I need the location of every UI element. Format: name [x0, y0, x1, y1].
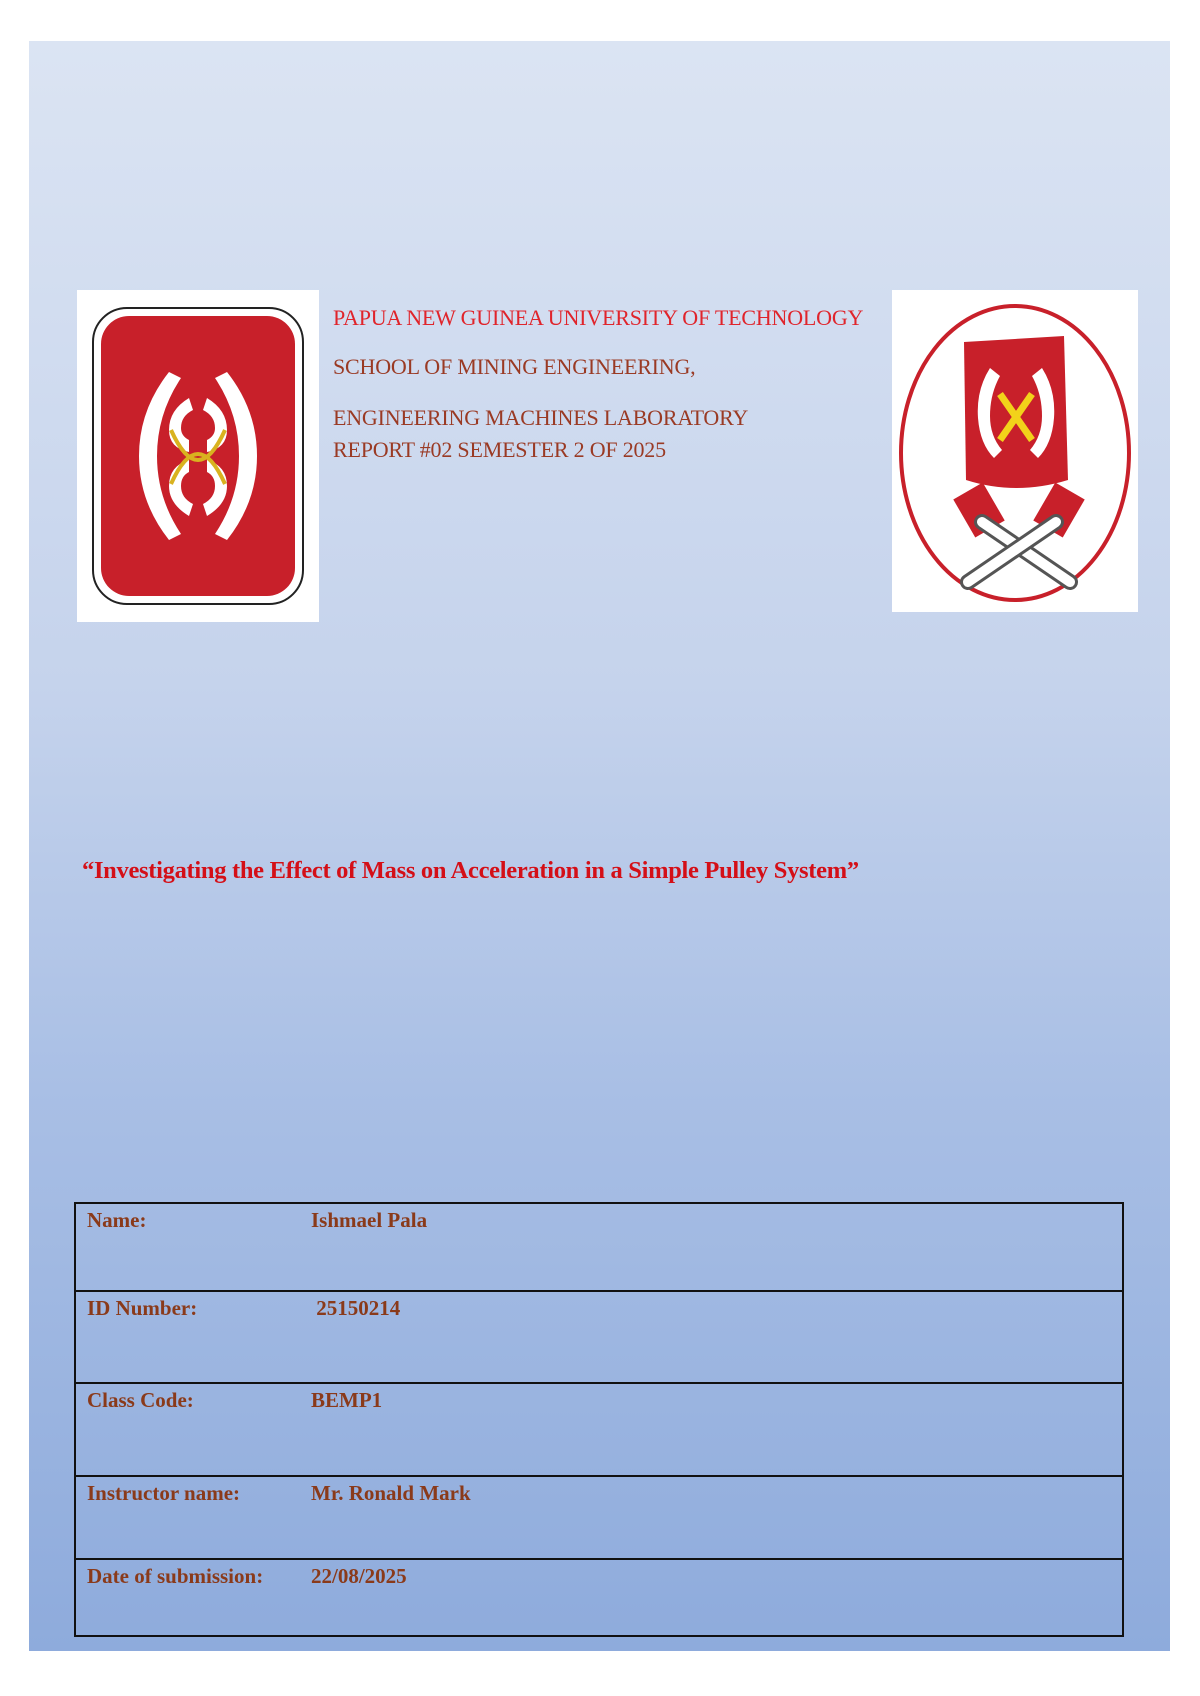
field-label: Class Code:	[75, 1383, 311, 1476]
table-row	[75, 1291, 1123, 1383]
university-name: PAPUA NEW GUINEA UNIVERSITY OF TECHNOLOGY	[333, 305, 864, 330]
unitech-emblem-icon	[77, 290, 319, 622]
report-title: “Investigating the Effect of Mass on Acceleration in a Simple Pulley System”	[82, 857, 859, 884]
table-row	[75, 1383, 1123, 1476]
field-value: 22/08/2025	[311, 1559, 1123, 1636]
field-value: BEMP1	[311, 1383, 1123, 1476]
lab-name: ENGINEERING MACHINES LABORATORY	[333, 405, 749, 430]
field-value: Mr. Ronald Mark	[311, 1476, 1123, 1559]
mining-school-logo	[892, 290, 1138, 612]
field-label: ID Number:	[75, 1291, 311, 1383]
field-value: 25150214	[311, 1291, 1123, 1383]
field-value: Ishmael Pala	[311, 1203, 1123, 1291]
student-info-table	[74, 1202, 1124, 1637]
field-label: Date of submission:	[75, 1559, 311, 1636]
institution-header	[333, 304, 873, 466]
table-row	[75, 1203, 1123, 1291]
mining-emblem-icon	[892, 290, 1138, 612]
table-row	[75, 1476, 1123, 1559]
university-logo	[77, 290, 319, 622]
table-row	[75, 1559, 1123, 1636]
field-label: Name:	[75, 1203, 311, 1291]
report-number: REPORT #02 SEMESTER 2 OF 2025	[333, 437, 666, 462]
school-name: SCHOOL OF MINING ENGINEERING,	[333, 354, 696, 379]
field-label: Instructor name:	[75, 1476, 311, 1559]
lab-report-line	[333, 402, 873, 466]
